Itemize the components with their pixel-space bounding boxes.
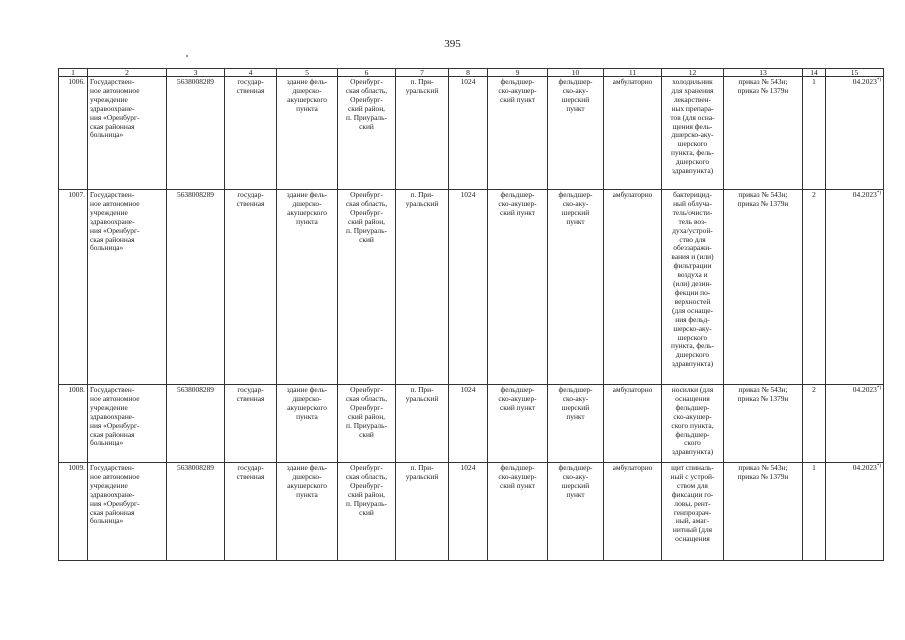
scan-speck <box>186 55 188 57</box>
quantity: 1 <box>803 77 826 190</box>
care-conditions: амбулаторно <box>604 190 662 385</box>
structural-unit: фельдшер- ско-аку- шерский пункт <box>548 385 604 463</box>
ownership-form: государ- ственная <box>225 190 277 385</box>
column-number: 10 <box>548 69 604 77</box>
quantity: 2 <box>803 385 826 463</box>
locality: п. При- уральский <box>396 190 449 385</box>
column-number: 1 <box>59 69 88 77</box>
quantity: 2 <box>803 190 826 385</box>
ownership-form: государ- ственная <box>225 77 277 190</box>
organization-name: Государствен- ное автономное учреждение здравоохране- ния «Оренбург- ская районная больница» <box>88 77 167 190</box>
facility-type: фельдшер- ско-акушер- ский пункт <box>488 190 548 385</box>
footnote-mark: *) <box>876 464 881 469</box>
equipment-name: щит спиналь- ный с устрой- ством для фиксации го- ловы, рент- генпрозрач- ный, амаг- нитный (для оснащения <box>662 463 724 561</box>
delivery-date <box>826 77 884 190</box>
locality-code: 1024 <box>449 385 488 463</box>
table-row <box>59 77 884 190</box>
locality: п. При- уральский <box>396 463 449 561</box>
regulatory-order: приказ № 543н; приказ № 1379н <box>724 463 803 561</box>
ownership-form: государ- ственная <box>225 463 277 561</box>
locality-code: 1024 <box>449 77 488 190</box>
column-number: 3 <box>167 69 225 77</box>
structural-unit: фельдшер- ско-аку- шерский пункт <box>548 463 604 561</box>
column-number: 12 <box>662 69 724 77</box>
care-conditions: амбулаторно <box>604 385 662 463</box>
column-number: 14 <box>803 69 826 77</box>
footnote-mark: *) <box>876 78 881 83</box>
ownership-form: государ- ственная <box>225 385 277 463</box>
page-number: 395 <box>444 38 461 50</box>
date-value: 04.2023 <box>852 463 877 472</box>
column-number-row <box>59 69 884 77</box>
delivery-date <box>826 385 884 463</box>
regulatory-order: приказ № 543н; приказ № 1379н <box>724 190 803 385</box>
care-conditions: амбулаторно <box>604 463 662 561</box>
building-type: здание фель- дшерско- акушерского пункта <box>277 385 338 463</box>
address: Оренбург- ская область, Оренбург- ский район, п. Приураль- ский <box>338 77 396 190</box>
inn: 5638008289 <box>167 385 225 463</box>
building-type: здание фель- дшерско- акушерского пункта <box>277 463 338 561</box>
column-number: 9 <box>488 69 548 77</box>
facility-type: фельдшер- ско-акушер- ский пункт <box>488 463 548 561</box>
organization-name: Государствен- ное автономное учреждение здравоохране- ния «Оренбург- ская районная больница» <box>88 463 167 561</box>
organization-name: Государствен- ное автономное учреждение здравоохране- ния «Оренбург- ская районная больница» <box>88 385 167 463</box>
table-row <box>59 463 884 561</box>
building-type: здание фель- дшерско- акушерского пункта <box>277 77 338 190</box>
table-row <box>59 190 884 385</box>
column-number: 15 <box>826 69 884 77</box>
locality-code: 1024 <box>449 463 488 561</box>
address: Оренбург- ская область, Оренбург- ский район, п. Приураль- ский <box>338 190 396 385</box>
locality: п. При- уральский <box>396 385 449 463</box>
quantity: 1 <box>803 463 826 561</box>
building-type: здание фель- дшерско- акушерского пункта <box>277 190 338 385</box>
row-number: 1009. <box>59 463 88 561</box>
equipment-name: бактерицид- ный облуча- тель/очисти- тель воз- духа/устрой- ство для обеззаражи- вания и (или) фильтрации воздуха и (или) дезин- фекции по- верхностей (для оснаще- ния фельд- шерско-аку- шерского пункта, фель- дшерского здравпункта) <box>662 190 724 385</box>
inn: 5638008289 <box>167 463 225 561</box>
locality-code: 1024 <box>449 190 488 385</box>
register-table <box>58 68 884 561</box>
row-number: 1006. <box>59 77 88 190</box>
address: Оренбург- ская область, Оренбург- ский район, п. Приураль- ский <box>338 385 396 463</box>
date-value: 04.2023 <box>852 190 877 199</box>
column-number: 13 <box>724 69 803 77</box>
equipment-name: носилки (для оснащения фельдшер- ско-акушер- ского пункта, фельдшер- ского здравпункта) <box>662 385 724 463</box>
structural-unit: фельдшер- ско-аку- шерский пункт <box>548 190 604 385</box>
address: Оренбург- ская область, Оренбург- ский район, п. Приураль- ский <box>338 463 396 561</box>
column-number: 4 <box>225 69 277 77</box>
date-value: 04.2023 <box>852 385 877 394</box>
delivery-date <box>826 463 884 561</box>
row-number: 1008. <box>59 385 88 463</box>
footnote-mark: *) <box>876 191 881 196</box>
delivery-date <box>826 190 884 385</box>
organization-name: Государствен- ное автономное учреждение здравоохране- ния «Оренбург- ская районная больница» <box>88 190 167 385</box>
care-conditions: амбулаторно <box>604 77 662 190</box>
structural-unit: фельдшер- ско-аку- шерский пункт <box>548 77 604 190</box>
facility-type: фельдшер- ско-акушер- ский пункт <box>488 385 548 463</box>
locality: п. При- уральский <box>396 77 449 190</box>
date-value: 04.2023 <box>852 77 877 86</box>
column-number: 2 <box>88 69 167 77</box>
inn: 5638008289 <box>167 190 225 385</box>
column-number: 5 <box>277 69 338 77</box>
row-number: 1007. <box>59 190 88 385</box>
regulatory-order: приказ № 543н; приказ № 1379н <box>724 77 803 190</box>
facility-type: фельдшер- ско-акушер- ский пункт <box>488 77 548 190</box>
column-number: 6 <box>338 69 396 77</box>
column-number: 11 <box>604 69 662 77</box>
column-number: 7 <box>396 69 449 77</box>
footnote-mark: *) <box>876 386 881 391</box>
inn: 5638008289 <box>167 77 225 190</box>
equipment-name: холодильник для хранения лекарствен- ных препара- тов (для осна- щения фель- дшерско-аку- шерского пункта, фель- дшерского здравпункта) <box>662 77 724 190</box>
column-number: 8 <box>449 69 488 77</box>
regulatory-order: приказ № 543н; приказ № 1379н <box>724 385 803 463</box>
table-row <box>59 385 884 463</box>
